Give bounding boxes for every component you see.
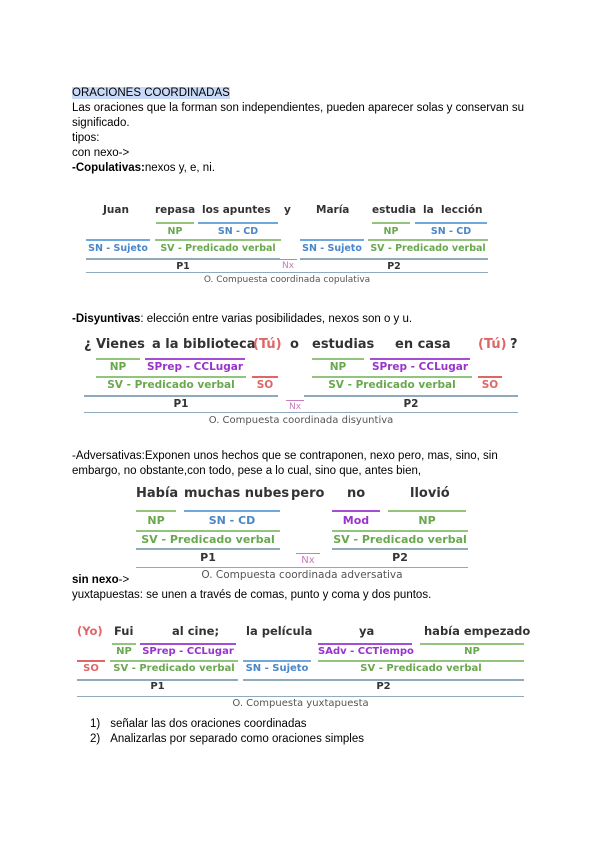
word: (Tú) xyxy=(478,337,507,352)
word: (Yo) xyxy=(77,624,103,638)
diagram-caption: O. Compuesta coordinada copulativa xyxy=(203,275,371,285)
bar xyxy=(110,660,238,662)
word: no xyxy=(347,486,366,501)
tipos-label: tipos: xyxy=(72,132,100,144)
word: Juan xyxy=(103,204,129,216)
bar xyxy=(136,510,176,512)
word: la xyxy=(423,204,434,216)
label-predicado: SV - Predicado verbal xyxy=(160,243,276,254)
label-predicado: SV - Predicado verbal xyxy=(113,663,235,674)
bar xyxy=(300,239,364,241)
label-cctiempo: SAdv - CCTiempo xyxy=(318,646,414,657)
word: estudias xyxy=(312,337,375,352)
bar xyxy=(86,272,488,273)
word: o xyxy=(290,337,299,352)
label-np: NP xyxy=(329,361,347,373)
bar xyxy=(370,358,470,360)
adversativas-line-2: embargo, no obstante,con todo, pese a lo cual, sino que, antes bien, xyxy=(72,465,422,477)
diagram-caption: O. Compuesta coordinada adversativa xyxy=(201,569,403,581)
bar xyxy=(332,530,468,532)
word: llovió xyxy=(410,486,450,501)
word: había empezado xyxy=(424,624,531,638)
bar xyxy=(318,660,524,662)
bar xyxy=(136,530,280,532)
bar xyxy=(86,258,280,260)
label-p2: P2 xyxy=(403,398,419,410)
word: los apuntes xyxy=(202,204,271,216)
bar xyxy=(318,643,412,645)
bar xyxy=(112,643,136,645)
label-predicado: SV - Predicado verbal xyxy=(328,379,456,391)
word: muchas nubes xyxy=(184,486,290,501)
label-predicado: SV - Predicado verbal xyxy=(360,663,482,674)
bar xyxy=(332,548,468,550)
bar xyxy=(77,696,524,697)
bar xyxy=(84,395,278,397)
label-np: NP xyxy=(116,646,132,657)
diagram-caption: O. Compuesta coordinada disyuntiva xyxy=(208,415,394,426)
section-title: ORACIONES COORDINADAS xyxy=(72,87,230,99)
label-np: NP xyxy=(464,646,480,657)
bar xyxy=(312,358,364,360)
list-item: 2) Analizarlas por separado como oraciones simples xyxy=(90,733,364,745)
label-so: SO xyxy=(83,663,99,674)
list-item: 1) señalar las dos oraciones coordinadas xyxy=(90,718,307,730)
bar xyxy=(478,376,502,378)
con-nexo-label: con nexo-> xyxy=(72,147,130,159)
adversativas-line-1: -Adversativas:Exponen unos hechos que se contraponen, nexo pero, mas, sino, sin xyxy=(72,450,498,462)
label-predicado: SV - Predicado verbal xyxy=(333,533,467,546)
label-cd: SN - CD xyxy=(217,226,259,237)
bar xyxy=(420,643,524,645)
label-np: NP xyxy=(418,514,436,527)
word: y xyxy=(284,204,291,216)
bar xyxy=(136,567,468,568)
word: ¿ xyxy=(84,337,92,352)
bar xyxy=(77,660,105,662)
bar xyxy=(84,412,518,413)
label-p2: P2 xyxy=(392,551,408,564)
label-so: SO xyxy=(481,379,499,391)
bar xyxy=(145,358,245,360)
label-cd: SN - CD xyxy=(208,514,256,527)
bar xyxy=(184,510,280,512)
label-nexo: Nx xyxy=(286,400,304,412)
word: la película xyxy=(246,624,313,638)
label-so: SO xyxy=(256,379,274,391)
word: estudia xyxy=(372,204,417,216)
bar xyxy=(368,239,488,241)
word: a la biblioteca xyxy=(152,337,256,352)
label-np: NP xyxy=(109,361,127,373)
bar xyxy=(198,222,278,224)
label-np: NP xyxy=(167,226,183,237)
word: (Tú) xyxy=(253,337,282,352)
bar xyxy=(96,376,246,378)
word: pero xyxy=(291,486,325,501)
word: ya xyxy=(359,624,375,638)
bar xyxy=(415,222,487,224)
label-cclugar: SPrep - CCLugar xyxy=(371,361,469,373)
yuxtapuestas-desc: yuxtapuestas: se unen a través de comas, punto y coma y dos puntos. xyxy=(72,589,432,601)
bar xyxy=(304,395,518,397)
copulativas-heading: -Copulativas:nexos y, e, ni. xyxy=(72,162,215,174)
bar xyxy=(136,548,280,550)
label-p2: P2 xyxy=(376,681,391,692)
word: Fui xyxy=(114,624,134,638)
intro-line-2: significado. xyxy=(72,117,130,129)
word: ? xyxy=(510,337,518,352)
bar xyxy=(156,222,194,224)
intro-line-1: Las oraciones que la forman son independientes, pueden aparecer solas y conservan su xyxy=(72,102,524,114)
label-sujeto: SN - Sujeto xyxy=(245,663,309,674)
bar xyxy=(332,510,380,512)
label-p1: P1 xyxy=(176,261,190,272)
diagram-caption: O. Compuesta yuxtapuesta xyxy=(232,698,369,709)
label-mod: Mod xyxy=(342,514,370,527)
label-p2: P2 xyxy=(387,261,401,272)
label-cclugar: SPrep - CCLugar xyxy=(142,646,234,657)
word: Había xyxy=(136,486,179,501)
bar xyxy=(96,358,140,360)
label-p1: P1 xyxy=(200,551,216,564)
label-nexo: Nx xyxy=(296,553,320,566)
bar xyxy=(300,258,488,260)
bar xyxy=(372,222,410,224)
word: en casa xyxy=(395,337,451,352)
label-cclugar: SPrep - CCLugar xyxy=(146,361,244,373)
bar xyxy=(312,376,472,378)
bar xyxy=(243,660,311,662)
bar xyxy=(140,643,236,645)
label-p1: P1 xyxy=(150,681,165,692)
label-sujeto: SN - Sujeto xyxy=(88,243,148,254)
label-p1: P1 xyxy=(173,398,189,410)
bar xyxy=(155,239,281,241)
disyuntivas-heading: -Disyuntivas: elección entre varias posibilidades, nexos son o y u. xyxy=(72,313,413,325)
word: lección xyxy=(441,204,483,216)
label-sujeto: SN - Sujeto xyxy=(302,243,362,254)
bar xyxy=(252,376,278,378)
word: María xyxy=(316,204,350,216)
bar xyxy=(86,239,150,241)
label-predicado: SV - Predicado verbal xyxy=(370,243,486,254)
sin-nexo-heading: sin nexo-> xyxy=(72,574,130,586)
bar xyxy=(388,510,466,512)
word: al cine; xyxy=(172,624,220,638)
label-predicado: SV - Predicado verbal xyxy=(107,379,235,391)
word: repasa xyxy=(155,204,196,216)
label-nexo: Nx xyxy=(279,259,297,271)
label-np: NP xyxy=(383,226,399,237)
label-cd: SN - CD xyxy=(430,226,472,237)
word: Vienes xyxy=(96,337,145,352)
label-predicado: SV - Predicado verbal xyxy=(141,533,275,546)
label-np: NP xyxy=(147,514,165,527)
